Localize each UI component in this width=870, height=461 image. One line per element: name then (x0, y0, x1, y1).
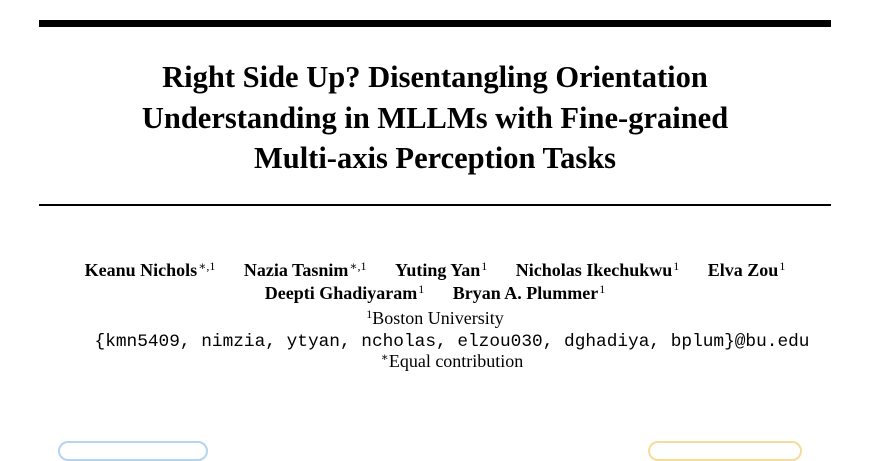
author-name: Deepti Ghadiyaram (264, 283, 418, 303)
title-line: Multi-axis Perception Tasks (253, 141, 617, 175)
title-rule (39, 204, 831, 206)
author-name: Yuting Yan (395, 260, 481, 280)
author-name: Nazia Tasnim (243, 260, 349, 280)
affiliation (0, 307, 870, 329)
author (85, 259, 216, 282)
author-mark: ∗,1 (198, 259, 216, 273)
author (395, 259, 487, 282)
author-name: Nicholas Ikechukwu (515, 260, 673, 280)
author-mark: 1 (673, 259, 680, 273)
author-emails: {kmn5409, nimzia, ytyan, ncholas, elzou030, dghadiya, bplum}@bu.edu (94, 332, 810, 352)
author-name: Keanu Nichols (84, 260, 198, 280)
author-mark: 1 (599, 282, 606, 296)
author (708, 259, 786, 282)
author-list (0, 259, 870, 305)
affiliation-name: Boston University (372, 308, 504, 328)
author-mark: 1 (418, 282, 425, 296)
author-mark: 1 (481, 259, 488, 273)
figure-box-right (648, 441, 802, 461)
title-line: Right Side Up? Disentangling Orientation (162, 60, 708, 94)
author-line-2 (0, 282, 870, 305)
title-line: Understanding in MLLMs with Fine-grained (141, 100, 729, 135)
author-name: Bryan A. Plummer (452, 283, 599, 303)
author (244, 259, 367, 282)
affiliation-mark: 1 (366, 307, 373, 321)
author (265, 282, 425, 305)
author (516, 259, 680, 282)
author-name: Elva Zou (707, 260, 779, 280)
author-mark: 1 (779, 259, 786, 273)
author (453, 282, 606, 305)
top-rule (39, 20, 831, 27)
paper-title (0, 57, 870, 179)
equal-contribution-note (0, 350, 870, 372)
figure-box-left (58, 441, 208, 461)
author-line-1 (0, 259, 870, 282)
equal-contribution-text: Equal contribution (388, 351, 524, 371)
equal-contribution-mark: ∗ (380, 350, 389, 364)
author-mark: ∗,1 (349, 259, 367, 273)
